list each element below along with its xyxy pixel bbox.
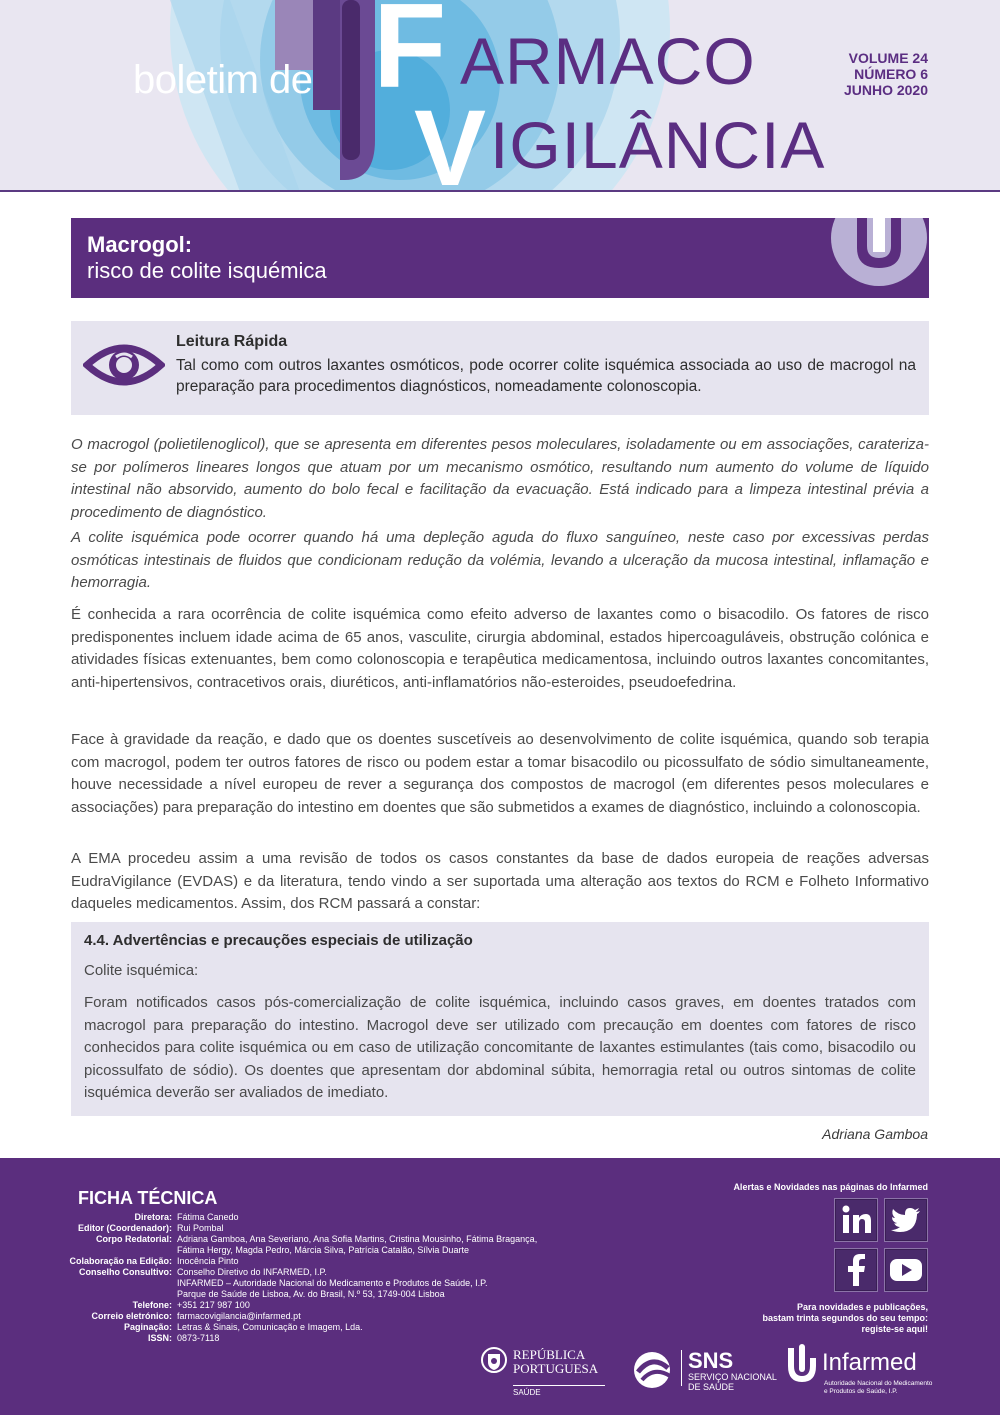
eye-icon xyxy=(83,335,165,395)
quick-read-text: Tal como com outros laxantes osmóticos, pode ocorrer colite isquémica associada ao uso de macrogol na preparação para procedimentos diagnósticos, nomeadamente colonoscopia. xyxy=(176,357,916,395)
ficha-value: Letras & Sinais, Comunicação e Imagem, Lda. xyxy=(177,1322,363,1332)
newsletter-line-2: bastam trinta segundos do seu tempo: xyxy=(762,1313,928,1323)
issue-volume: VOLUME 24 xyxy=(848,50,928,66)
rp-line-2: PORTUGUESA xyxy=(513,1361,599,1376)
infarmed-subtitle: Autoridade Nacional do Medicamento e Produtos de Saúde, I.P. xyxy=(824,1380,933,1395)
ficha-value: Adriana Gamboa, Ana Severiano, Ana Sofia Martins, Cristina Mousinho, Fátima Bragança, Fátima Hergy, Magda Pedro, Márcia Silva, Patrícia Catalão, Sílvia Duarte xyxy=(177,1234,538,1255)
ficha-label: ISSN: xyxy=(147,1333,172,1343)
rcm-section-title: 4.4. Advertências e precauções especiais de utilização xyxy=(84,932,473,949)
ficha-value: 0873-7118 xyxy=(177,1333,220,1343)
intro-paragraph-1: O macrogol (polietilenoglicol), que se apresenta em diferentes pesos moleculares, isoladamente ou em associações, carateriza-se por polímeros lineares longos que atuam por um mecanismo osmótico, resultando num aumento do volume de líquido intestinal não absorvido, aumento do bolo fecal e facilitação da evacuação. Está indicado para a limpeza intestinal prévia a procedimento de diagnóstico. xyxy=(71,436,929,521)
twitter-button[interactable] xyxy=(884,1198,928,1242)
masthead-vigilancia: IGILÂNCIA xyxy=(490,108,826,182)
ficha-tecnica-title: FICHA TÉCNICA xyxy=(78,1188,218,1208)
newsletter-line-1: Para novidades e publicações, xyxy=(796,1302,928,1312)
issue-info xyxy=(844,50,928,98)
body-paragraph-3: A EMA procedeu assim a uma revisão de todos os casos constantes da base de dados europeia de reações adversas EudraVigilance (EVDAS) e da literatura, tendo vindo a ser suportada uma alteração aos textos do RCM e Folheto Informativo daqueles medicamentos. Assim, dos RCM passará a constar: xyxy=(71,850,929,912)
ficha-tecnica-list xyxy=(10,1212,570,1344)
ficha-row xyxy=(10,1311,570,1322)
ficha-value: Fátima Canedo xyxy=(177,1212,239,1222)
youtube-icon xyxy=(889,1257,923,1283)
masthead xyxy=(0,0,1000,192)
ficha-label: Conselho Consultivo: xyxy=(79,1267,172,1277)
intro-paragraph-2: A colite isquémica pode ocorrer quando há uma depleção aguda do fluxo sanguíneo, neste caso por excessivas perdas osmóticas intestinais de fluidos que condicionam redução da volémia, levando a ulceração da mucosa intestinal, inflamação e hemorragia. xyxy=(71,529,929,591)
rp-saude: SAÚDE xyxy=(513,1385,605,1397)
masthead-boletim: boletim de xyxy=(133,58,313,102)
twitter-icon xyxy=(890,1206,922,1234)
youtube-button[interactable] xyxy=(884,1248,928,1292)
ficha-value: +351 217 987 100 xyxy=(177,1300,250,1310)
quick-read-title: Leitura Rápida xyxy=(176,333,288,350)
body-paragraph-1: É conhecida a rara ocorrência de colite isquémica como efeito adverso de laxantes como o bisacodilo. Os fatores de risco predisponentes incluem idade acima de 65 anos, vasculite, cirurgia abdominal, estados hipercoaguláveis, obstrução colónica e atividades físicas extenuantes, bem como colonoscopia e terapêutica medicamentosa, incluindo outros laxantes concomitantes, anti-hipertensivos, contracetivos orais, diuréticos, anti-inflamatórios não-esteroides, pseudoefedrina. xyxy=(71,606,929,691)
masthead-v-initial: V xyxy=(414,87,487,192)
ficha-value: Conselho Diretivo do INFARMED, I.P. INFARMED – Autoridade Nacional do Medicamento e Produtos de Saúde, I.P. Parque de Saúde de Lisboa, Av. do Brasil, N.º 53, 1749-004 Lisboa xyxy=(177,1267,488,1299)
republica-portuguesa-logo xyxy=(513,1348,598,1376)
masthead-farmaco: ARMACO xyxy=(460,24,756,98)
infarmed-logo-text: Infarmed xyxy=(822,1349,917,1376)
rcm-section-text: Foram notificados casos pós-comercialização de colite isquémica, incluindo casos graves, em doentes tratados com macrogol para preparação do intestino. Macrogol deve ser utilizado com precaução em doentes com fatores de risco conhecidos para colite isquémica ou em caso de utilização concomitante de laxantes estimulantes (tais como, bisacodilo ou picossulfato de sódio). Os doentes que apresentam dor abdominal súbita, hemorragia retal ou outros sintomas de colite isquémica deverão ser avaliados de imediato. xyxy=(84,994,916,1101)
ficha-label: Diretora: xyxy=(134,1212,172,1222)
ficha-row xyxy=(10,1300,570,1311)
article-subtitle: risco de colite isquémica xyxy=(87,258,327,283)
article-author: Adriana Gamboa xyxy=(822,1126,928,1142)
sns-sub-line-1: SERVIÇO NACIONAL xyxy=(688,1372,777,1382)
ficha-row xyxy=(10,1234,570,1256)
sns-logo-icon xyxy=(632,1350,678,1390)
ficha-row xyxy=(10,1256,570,1267)
footer xyxy=(0,1158,1000,1415)
sns-logo-text: SNS xyxy=(688,1348,734,1373)
rcm-excerpt-box xyxy=(71,922,929,1116)
sns-subtitle xyxy=(688,1372,777,1392)
ficha-label: Editor (Coordenador): xyxy=(78,1223,172,1233)
ficha-row xyxy=(10,1322,570,1333)
masthead-f-initial: F xyxy=(373,0,447,113)
linkedin-icon xyxy=(841,1205,871,1235)
issue-number: NÚMERO 6 xyxy=(854,66,928,82)
newsletter-register-link[interactable]: registe-se aqui! xyxy=(861,1324,928,1334)
rp-line-1: REPÚBLICA xyxy=(513,1347,586,1362)
ficha-row xyxy=(10,1223,570,1234)
ficha-row xyxy=(10,1333,570,1344)
ficha-value: farmacovigilancia@infarmed.pt xyxy=(177,1311,301,1321)
sns-divider xyxy=(681,1350,682,1386)
infarmed-logo-icon xyxy=(784,1344,820,1386)
ficha-label: Paginação: xyxy=(123,1322,172,1332)
ficha-label: Colaboração na Edição: xyxy=(69,1256,172,1266)
ficha-value: Rui Pombal xyxy=(177,1223,224,1233)
issue-date: JUNHO 2020 xyxy=(843,82,928,98)
facebook-icon xyxy=(846,1254,866,1286)
rcm-section-subtitle: Colite isquémica: xyxy=(84,962,199,979)
body-paragraph-2: Face à gravidade da reação, e dado que os doentes suscetíveis ao desenvolvimento de colite isquémica, quando sob terapia com macrogol, podem ter outros fatores de risco ou podem estar a tomar bisacodilo ou picossulfato de sódio simultaneamente, houve necessidade a nível europeu de rever a segurança dos compostos de macrogol (em diferentes pesos moleculares e associações) para preparação do intestino em doentes que são submetidos a exames de diagnóstico, incluindo a colonoscopia. xyxy=(71,731,929,816)
ficha-label: Correio eletrónico: xyxy=(91,1311,172,1321)
newsletter-note xyxy=(762,1302,928,1335)
sns-sub-line-2: DE SAÚDE xyxy=(688,1382,735,1392)
alerts-text: Alertas e Novidades nas páginas do Infarmed xyxy=(733,1182,928,1192)
ficha-row xyxy=(10,1267,570,1300)
ficha-label: Telefone: xyxy=(132,1300,172,1310)
article-title-banner xyxy=(71,218,929,298)
ficha-label: Corpo Redatorial: xyxy=(95,1234,172,1244)
quick-read-box xyxy=(71,321,929,415)
ficha-row xyxy=(10,1212,570,1223)
linkedin-button[interactable] xyxy=(834,1198,878,1242)
banner-logo-icon xyxy=(829,218,929,298)
republica-portuguesa-crest-icon xyxy=(480,1344,508,1380)
ficha-value: Inocência Pinto xyxy=(177,1256,239,1266)
article-title: Macrogol: xyxy=(87,232,193,257)
facebook-button[interactable] xyxy=(834,1248,878,1292)
